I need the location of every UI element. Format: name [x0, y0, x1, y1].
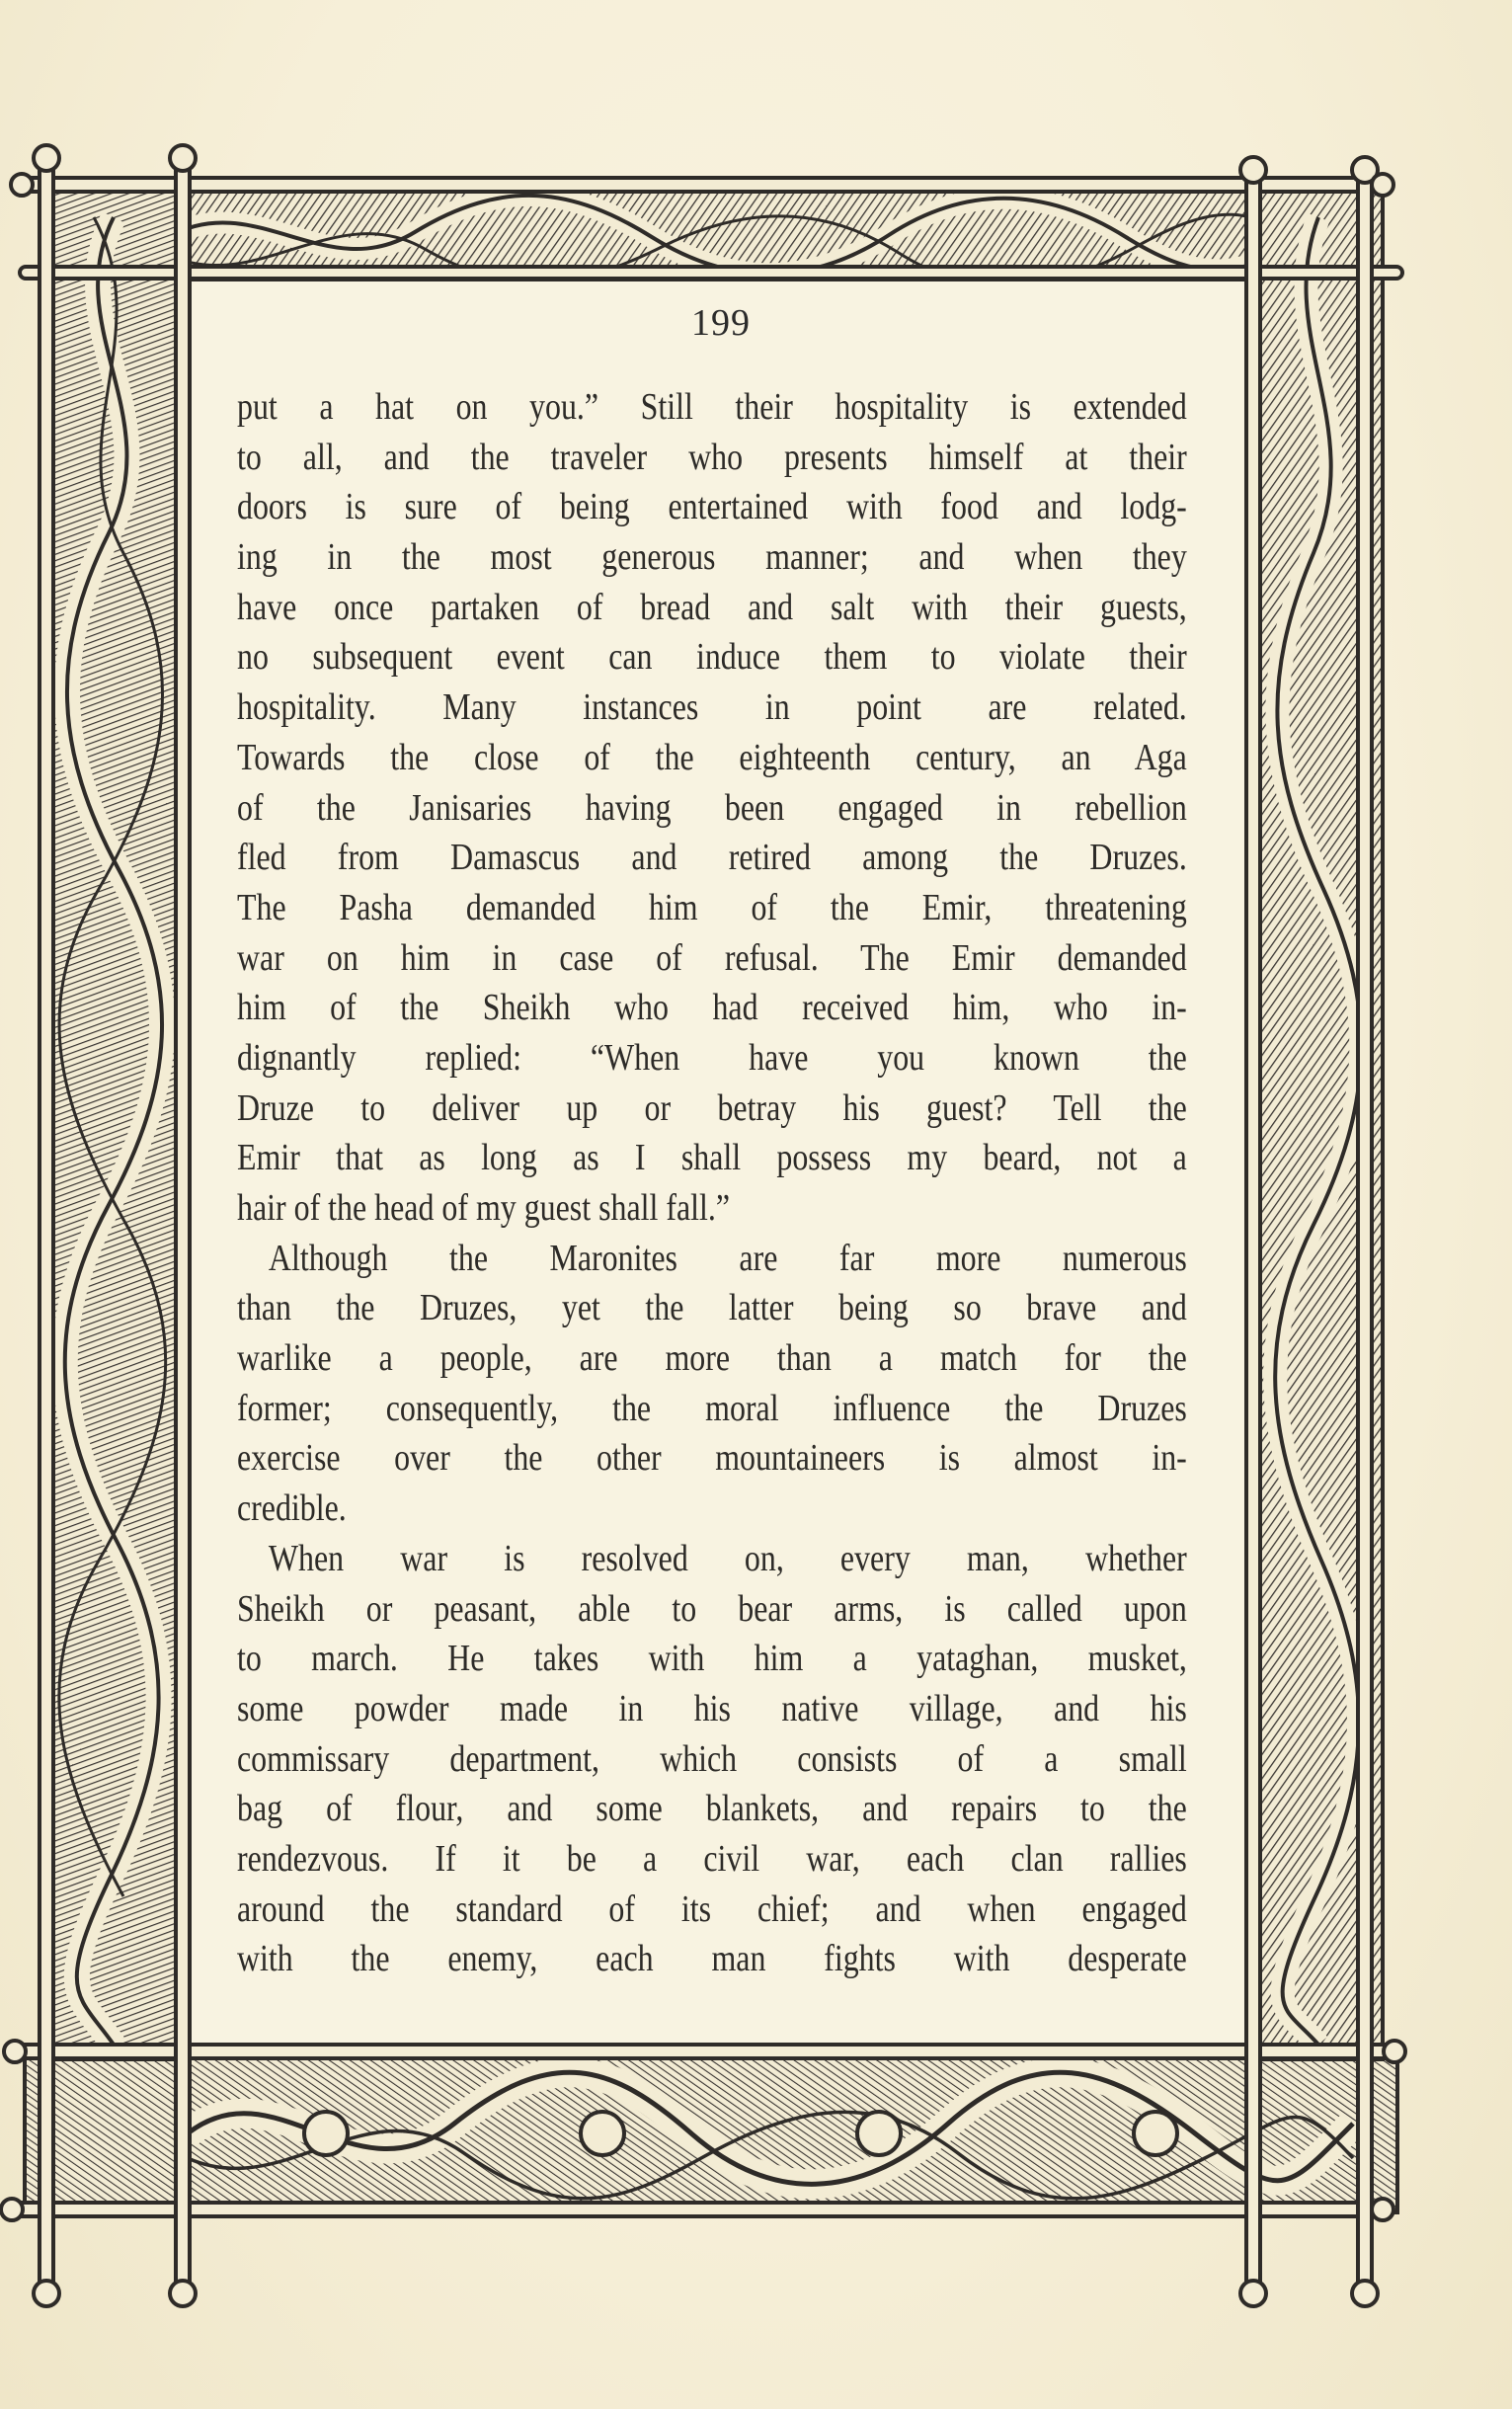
- text-line: Emir that as long as I shall possess my beard, not a: [237, 1137, 1187, 1179]
- text-line: him of the Sheikh who had received him, who in-: [237, 987, 1187, 1029]
- text-line: The Pasha demanded him of the Emir, threatening: [237, 886, 1187, 928]
- text-line: credible.: [237, 1487, 347, 1530]
- text-line: former; consequently, the moral influence the Druzes: [237, 1387, 1187, 1429]
- text-line: Although the Maronites are far more numerous: [268, 1237, 1187, 1279]
- left-border-band: [40, 183, 188, 2059]
- text-line: Druze to deliver up or betray his guest? Tell the: [237, 1086, 1187, 1129]
- text-line: put a hat on you.” Still their hospitality is extended: [237, 386, 1187, 428]
- text-line: warlike a people, are more than a match for the: [237, 1337, 1187, 1380]
- text-line: some powder made in his native village, and his: [237, 1687, 1187, 1729]
- text-line: of the Janisaries having been engaged in rebellion: [237, 786, 1187, 829]
- text-line: no subsequent event can induce them to violate their: [237, 636, 1187, 679]
- text-line: hospitality. Many instances in point are related.: [237, 686, 1187, 729]
- text-line: hair of the head of my guest shall fall.”: [237, 1187, 731, 1229]
- text-line: dignantly replied: “When have you known the: [237, 1036, 1187, 1079]
- text-panel: [188, 281, 1254, 2040]
- text-line: to all, and the traveler who presents himself at their: [237, 436, 1187, 478]
- text-line: exercise over the other mountaineers is almost in-: [237, 1437, 1187, 1480]
- text-line: rendezvous. If it be a civil war, each clan rallies: [237, 1837, 1187, 1880]
- text-line: around the standard of its chief; and when engaged: [237, 1887, 1187, 1930]
- text-line: bag of flour, and some blankets, and repairs to the: [237, 1788, 1187, 1830]
- text-line: than the Druzes, yet the latter being so brave and: [237, 1287, 1187, 1329]
- text-line: Towards the close of the eighteenth century, an Aga: [237, 736, 1187, 778]
- text-line: fled from Damascus and retired among the Druzes.: [237, 837, 1187, 879]
- page-number: 199: [691, 302, 751, 344]
- text-line: Sheikh or peasant, able to bear arms, is called upon: [237, 1587, 1187, 1630]
- text-line: to march. He takes with him a yataghan, musket,: [237, 1638, 1187, 1680]
- bottom-border-band: [25, 2049, 1397, 2212]
- text-line: with the enemy, each man fights with desperate: [237, 1938, 1187, 1980]
- text-line: ing in the most generous manner; and when they: [237, 536, 1187, 579]
- text-line: war on him in case of refusal. The Emir demanded: [237, 936, 1187, 979]
- text-line: commissary department, which consists of a small: [237, 1737, 1187, 1780]
- body-text: [237, 382, 1187, 1984]
- text-line: have once partaken of bread and salt with their guests,: [237, 586, 1187, 628]
- text-line: doors is sure of being entertained with food and lodg-: [237, 486, 1187, 528]
- text-line: When war is resolved on, every man, whether: [268, 1537, 1187, 1579]
